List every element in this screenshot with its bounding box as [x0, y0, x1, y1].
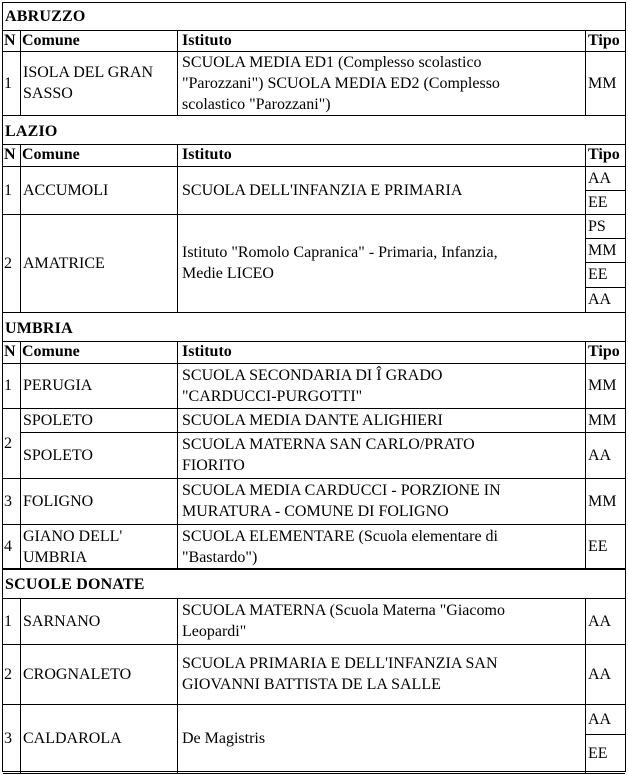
h-rule — [3, 773, 625, 774]
h-rule — [3, 144, 625, 145]
cell-comune: SARNANO — [23, 612, 101, 630]
cell-istituto: GIOVANNI BATTISTA DE LA SALLE — [182, 676, 441, 693]
v-rule — [20, 598, 21, 773]
header-comune: Comune — [22, 146, 80, 163]
cell-n: 2 — [4, 665, 12, 683]
cell-n: 3 — [4, 492, 12, 510]
cell-tipo: MM — [588, 241, 617, 259]
v-rule — [585, 30, 586, 115]
cell-istituto: "CARDUCCI-PURGOTTI" — [182, 387, 363, 405]
header-n: N — [4, 343, 16, 360]
v-rule — [585, 598, 586, 773]
section-title: LAZIO — [5, 123, 58, 140]
h-rule — [20, 432, 625, 433]
cell-tipo: MM — [588, 74, 617, 92]
cell-tipo: EE — [588, 266, 608, 283]
h-rule — [3, 115, 625, 116]
header-istituto: Istituto — [182, 146, 232, 163]
cell-comune: CALDAROLA — [23, 730, 122, 747]
header-istituto: Istituto — [182, 32, 232, 49]
v-rule — [20, 30, 21, 115]
cell-tipo: AA — [588, 612, 612, 630]
h-rule — [585, 262, 625, 263]
cell-n: 2 — [4, 434, 12, 452]
cell-tipo: AA — [588, 446, 612, 464]
v-rule — [585, 144, 586, 312]
cell-tipo: AA — [588, 710, 612, 728]
cell-istituto: SCUOLA MEDIA ED1 (Complesso scolastico — [182, 53, 482, 71]
cell-comune: PERUGIA — [23, 377, 93, 394]
cell-tipo: MM — [588, 377, 617, 394]
h-rule — [3, 704, 625, 705]
cell-istituto: SCUOLA SECONDARIA DI Î GRADO — [182, 366, 443, 384]
h-rule — [3, 644, 625, 645]
header-comune: Comune — [22, 32, 80, 49]
header-tipo: Tipo — [588, 32, 620, 49]
cell-tipo: AA — [588, 291, 612, 308]
h-rule — [585, 734, 625, 735]
cell-comune: ISOLA DEL GRAN — [23, 64, 154, 81]
cell-tipo: AA — [588, 169, 612, 187]
cell-istituto: SCUOLA MATERNA SAN CARLO/PRATO — [182, 436, 475, 453]
cell-comune: SASSO — [23, 85, 73, 102]
section-title: SCUOLE DONATE — [5, 576, 145, 593]
cell-n: 1 — [4, 612, 12, 630]
cell-istituto: MURATURA - COMUNE DI FOLIGNO — [182, 503, 449, 520]
cell-n: 4 — [4, 538, 12, 555]
v-rule — [20, 144, 21, 312]
schools-table-document — [2, 2, 626, 772]
cell-tipo: EE — [588, 538, 608, 555]
cell-istituto: "Parozzani") SCUOLA MEDIA ED2 (Complesso — [182, 74, 500, 92]
header-n: N — [4, 32, 16, 49]
cell-tipo: MM — [588, 411, 617, 429]
h-rule — [3, 569, 625, 570]
cell-istituto: SCUOLA MEDIA CARDUCCI - PORZIONE IN — [182, 482, 501, 499]
cell-n: 1 — [4, 377, 12, 394]
cell-istituto: SCUOLA MATERNA (Scuola Materna "Giacomo — [182, 602, 505, 619]
cell-istituto: SCUOLA MEDIA DANTE ALIGHIERI — [182, 411, 443, 429]
header-comune: Comune — [22, 343, 80, 360]
cell-comune: FOLIGNO — [23, 492, 94, 510]
header-tipo: Tipo — [588, 146, 620, 163]
cell-comune: GIANO DELL' — [23, 527, 123, 545]
cell-comune: AMATRICE — [23, 254, 105, 272]
h-rule — [3, 598, 625, 599]
header-tipo: Tipo — [588, 343, 620, 360]
cell-tipo: EE — [588, 193, 608, 211]
cell-tipo: EE — [588, 745, 608, 762]
cell-istituto: SCUOLA PRIMARIA E DELL'INFANZIA SAN — [182, 655, 498, 672]
cell-istituto: scolastico "Parozzani") — [182, 95, 331, 113]
cell-tipo: MM — [588, 492, 617, 510]
cell-n: 1 — [4, 181, 12, 199]
cell-comune: SPOLETO — [23, 446, 93, 464]
h-rule — [3, 341, 625, 342]
cell-istituto: De Magistris — [182, 730, 266, 747]
header-istituto: Istituto — [182, 343, 232, 360]
cell-istituto: Leopardi" — [182, 623, 247, 640]
h-rule — [585, 287, 625, 288]
cell-tipo: AA — [588, 665, 612, 683]
section-title: ABRUZZO — [5, 8, 86, 25]
h-rule — [3, 30, 625, 31]
v-rule — [585, 341, 586, 569]
v-rule — [177, 598, 178, 773]
cell-n: 1 — [4, 74, 12, 92]
h-rule — [3, 214, 625, 215]
cell-n: 3 — [4, 730, 12, 747]
h-rule — [3, 166, 625, 167]
cell-tipo: PS — [588, 217, 606, 235]
cell-n: 2 — [4, 254, 12, 272]
v-rule — [177, 144, 178, 312]
cell-istituto: SCUOLA ELEMENTARE (Scuola elementare di — [182, 527, 498, 545]
h-rule — [3, 312, 625, 313]
cell-comune: SPOLETO — [23, 411, 93, 429]
section-title: UMBRIA — [5, 320, 73, 337]
v-rule — [177, 30, 178, 115]
h-rule — [3, 478, 625, 479]
cell-istituto: Medie LICEO — [182, 265, 274, 282]
cell-istituto: SCUOLA DELL'INFANZIA E PRIMARIA — [182, 181, 463, 199]
cell-comune: ACCUMOLI — [23, 181, 109, 199]
cell-istituto: "Bastardo") — [182, 548, 258, 566]
v-rule — [20, 341, 21, 569]
h-rule — [3, 568, 625, 569]
cell-comune: UMBRIA — [23, 548, 88, 566]
cell-comune: CROGNALETO — [23, 665, 132, 683]
header-n: N — [4, 146, 16, 163]
cell-istituto: FIORITO — [182, 457, 245, 474]
v-rule — [177, 341, 178, 569]
cell-istituto: Istituto "Romolo Capranica" - Primaria, Infanzia, — [182, 244, 498, 261]
